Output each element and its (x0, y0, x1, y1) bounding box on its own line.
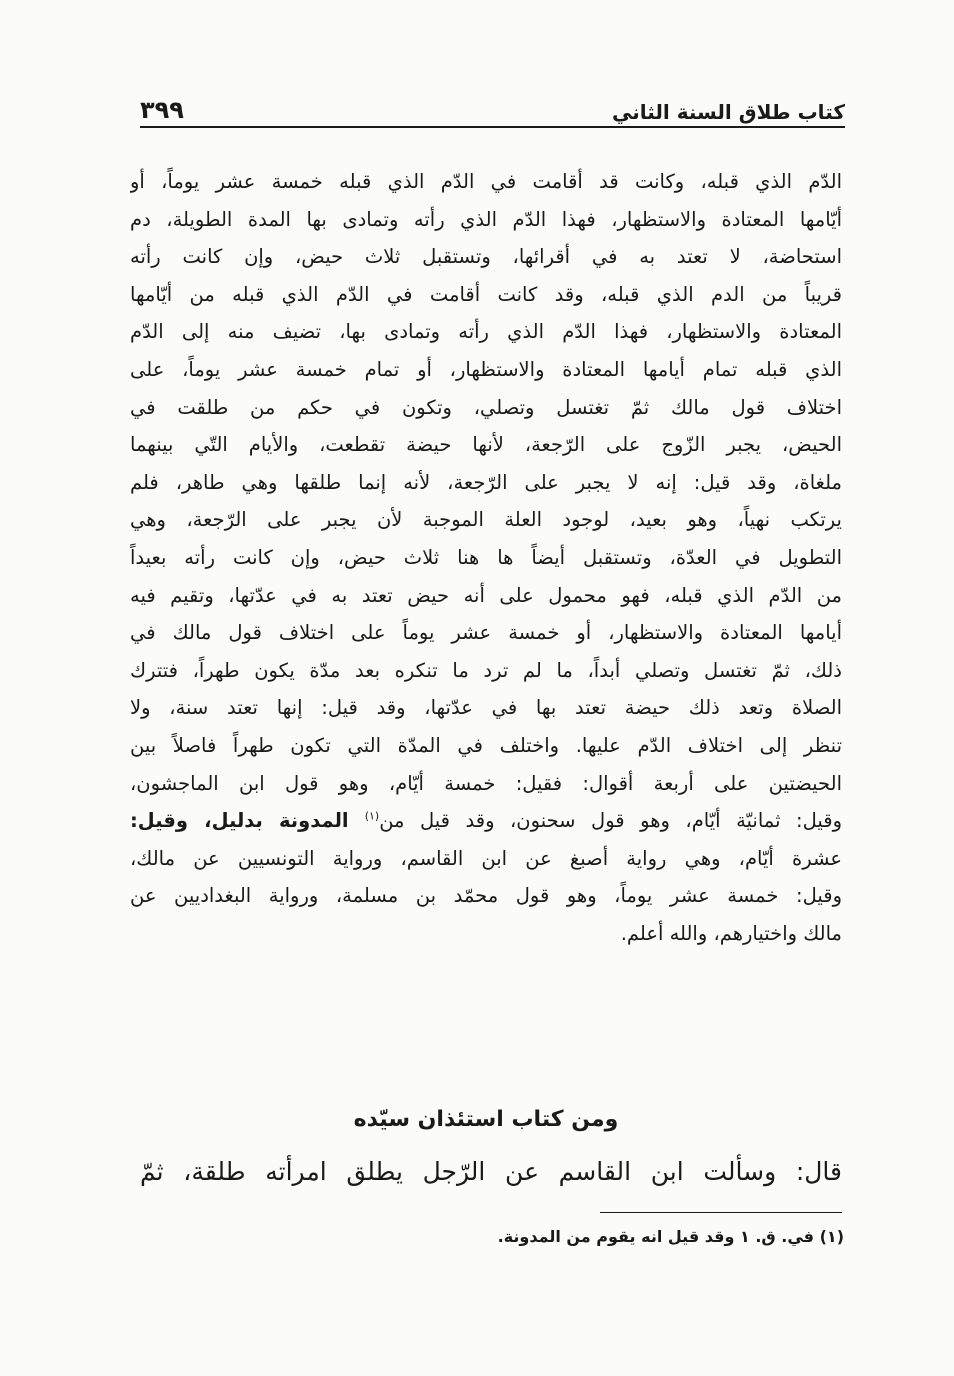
body-line-1: الدّم الذي قبله، وكانت قد أقامت في الدّم الذي قبله خمسة عشر يوماً، أو (130, 170, 842, 193)
body-line-3: استحاضة، لا تعتد به في أقرائها، وتستقبل ثلاث حيض، وإن كانت رأته (130, 245, 842, 269)
footnote-divider (600, 1212, 842, 1213)
body-line-18-text: وقيل: ثمانيّة أيّام، وهو قول سحنون، وقد قيل من (379, 809, 842, 833)
body-line-18-tail: المدونة بدليل، وقيل: (130, 809, 365, 833)
body-line-9: ملغاة، وقد قيل: إنه لا يجبر على الرّجعة، لأنه إنما طلقها وهي طاهر، فلم (130, 470, 842, 494)
section-heading: ومن كتاب استئذان سيّده (353, 1107, 619, 1132)
body-line-12: من الدّم الذي قبله، فهو محمول على أنه حيض تعتد به في عدّتها، وتقيم فيه (130, 583, 842, 607)
section-opening-line: قال: وسألت ابن القاسم عن الرّجل يطلق امرأته طلقة، ثمّ (140, 1157, 842, 1186)
body-line-21: مالك واختيارهم، والله أعلم. (620, 921, 842, 945)
body-line-8: الحيض، يجبر الزّوج على الرّجعة، لأنها حيضة تقطعت، والأيام التّي بينهما (130, 433, 842, 457)
body-line-16: تنظر إلى اختلاف الدّم عليها. واختلف في المدّة التي تكون طهراً فاصلاً بين (130, 733, 842, 757)
body-line-4: قريباً من الدم الذي قبله، وقد كانت أقامت في الدّم الذي قبله من أيّامها (130, 282, 842, 306)
footnote-reference: (١) (364, 809, 380, 823)
body-line-14: ذلك، ثمّ تغتسل وتصلي أبداً، ما لم ترد ما تنكره بعد مدّة يكون طهراً، فتترك (130, 658, 842, 682)
body-line-17: الحيضتين على أربعة أقوال: فقيل: خمسة أيّام، وهو قول ابن الماجشون، (130, 771, 842, 795)
body-line-6: الذي قبله تمام أيامها المعتادة والاستظهار، أو تمام خمسة عشر يوماً، على (130, 357, 842, 381)
body-line-19: عشرة أيّام، وهي رواية أصبغ عن ابن القاسم، ورواية التونسيين عن مالك، (130, 846, 842, 870)
body-line-2: أيّامها المعتادة والاستظهار، فهذا الدّم الذي رأته وتمادى بها المدة الطويلة، دم (130, 207, 842, 231)
page-number: ٣٩٩ (140, 96, 184, 124)
body-text (130, 163, 842, 952)
body-line-18 (130, 802, 842, 840)
body-line-11: التطويل في العدّة، وتستقبل أيضاً ها هنا ثلاث حيض، وإن كانت رأته بعيداً (130, 545, 842, 569)
body-line-13: أيامها المعتادة والاستظهار، أو خمسة عشر يوماً على اختلاف قول مالك في (130, 621, 842, 645)
body-line-10: يرتكب نهياً، وهو بعيد، لوجود العلة الموجبة لأن يجبر على الرّجعة، وهي (130, 508, 842, 532)
body-line-7: اختلاف قول مالك ثمّ تغتسل وتصلي، وتكون في حكم من طلقت في (130, 395, 842, 419)
running-title: كتاب طلاق السنة الثاني (612, 100, 845, 124)
body-line-5: المعتادة والاستظهار، فهذا الدّم الذي رأته وتمادى بها، تضيف منه إلى الدّم (130, 320, 842, 344)
body-line-15: الصلاة وتعد ذلك حيضة تعتد بها في عدّتها، وقد قيل: إنها تعتد سنة، ولا (130, 696, 842, 720)
footnote: (١) في. ق. ١ وقد قيل انه يقوم من المدونة. (497, 1227, 844, 1246)
page-header (140, 88, 845, 128)
body-line-20: وقيل: خمسة عشر يوماً، وهو قول محمّد بن مسلمة، ورواية البغداديين عن (130, 884, 842, 908)
